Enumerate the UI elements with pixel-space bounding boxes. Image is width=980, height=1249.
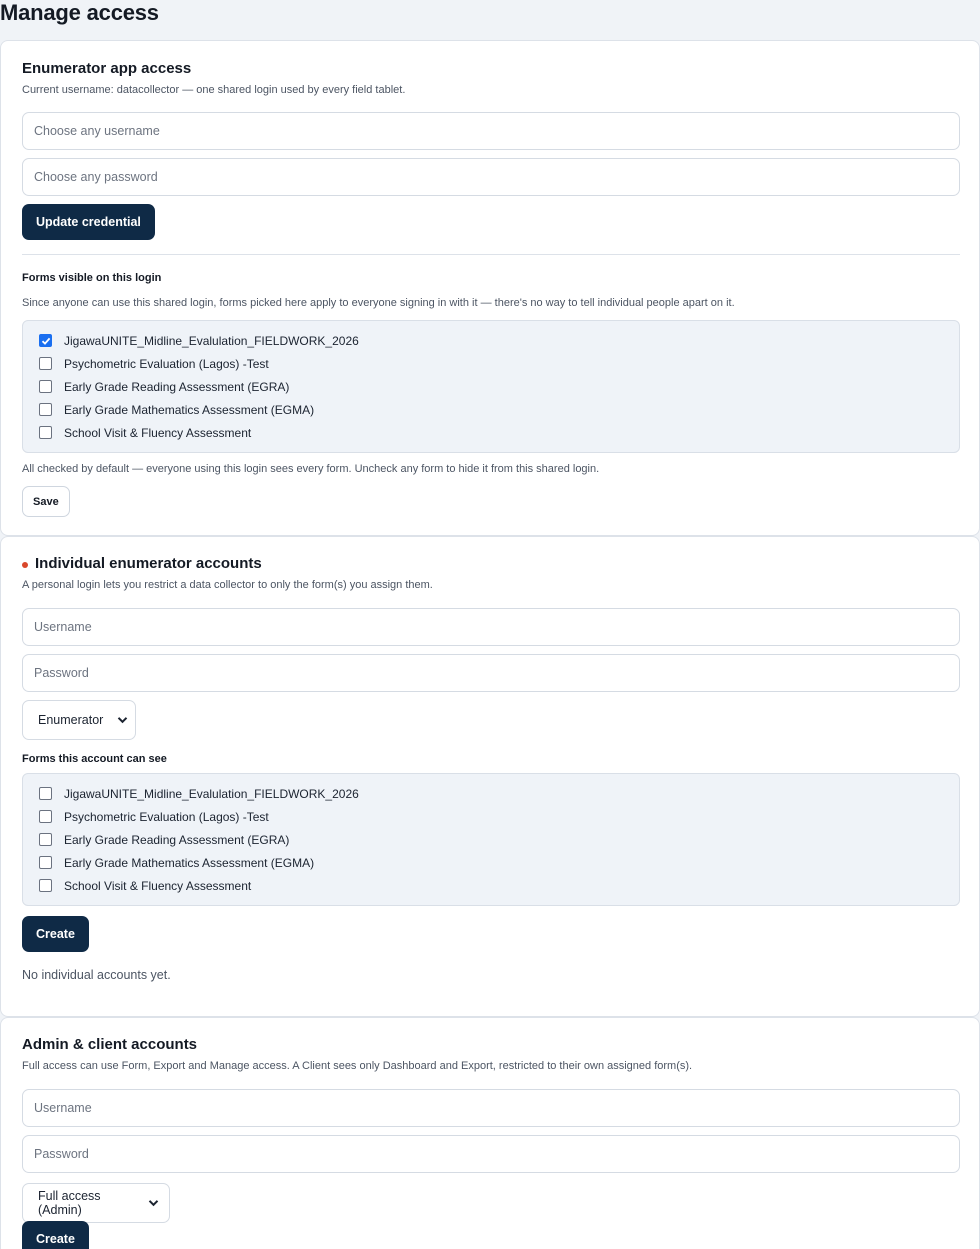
form-item-label: JigawaUNITE_Midline_Evalulation_FIELDWORK_2026 (64, 786, 359, 801)
checkbox-icon[interactable] (39, 833, 52, 846)
admin-password-input[interactable] (22, 1135, 960, 1173)
form-item[interactable] (39, 805, 943, 828)
create-admin-button[interactable]: Create (22, 1221, 89, 1249)
checkbox-icon[interactable] (39, 787, 52, 800)
individual-forms-list (22, 773, 960, 906)
checkbox-checked-icon[interactable] (39, 334, 52, 347)
form-item[interactable] (39, 828, 943, 851)
page-title: Manage access (0, 0, 159, 25)
create-individual-button[interactable]: Create (22, 916, 89, 952)
role-select[interactable] (22, 700, 136, 740)
form-item[interactable] (39, 375, 943, 398)
save-button[interactable]: Save (22, 486, 70, 517)
access-level-select[interactable] (22, 1183, 170, 1223)
divider (22, 254, 960, 255)
shared-forms-label: Forms visible on this login (22, 272, 162, 284)
shared-forms-list (22, 320, 960, 453)
individual-forms-label: Forms this account can see (22, 753, 167, 765)
access-level-select-value: Full access (Admin) (38, 1189, 101, 1217)
empty-state-text: No individual accounts yet. (22, 968, 171, 982)
chevron-down-icon (117, 716, 128, 724)
individual-accounts-card (0, 536, 980, 1017)
checkbox-icon[interactable] (39, 810, 52, 823)
individual-username-input[interactable] (22, 608, 960, 646)
checkbox-icon[interactable] (39, 879, 52, 892)
chevron-down-icon (148, 1199, 159, 1207)
individual-password-input[interactable] (22, 654, 960, 692)
form-item[interactable] (39, 398, 943, 421)
shared-password-input[interactable] (22, 158, 960, 196)
update-credential-button[interactable]: Update credential (22, 204, 155, 240)
form-item-label: Psychometric Evaluation (Lagos) -Test (64, 809, 269, 824)
form-item[interactable] (39, 851, 943, 874)
form-item[interactable] (39, 782, 943, 805)
form-item-label: Early Grade Reading Assessment (EGRA) (64, 379, 290, 394)
individual-accounts-title: Individual enumerator accounts (35, 555, 262, 572)
shared-forms-footer-note: All checked by default — everyone using this login sees every form. Uncheck any form to hide it from this shared login. (22, 463, 600, 475)
admin-username-input[interactable] (22, 1089, 960, 1127)
form-item[interactable] (39, 421, 943, 444)
shared-login-subtitle: Current username: datacollector — one shared login used by every field tablet. (22, 84, 406, 96)
form-item-label: Early Grade Mathematics Assessment (EGMA) (64, 855, 315, 870)
individual-accounts-subtitle: A personal login lets you restrict a data collector to only the form(s) you assign them. (22, 579, 433, 591)
form-item-label: JigawaUNITE_Midline_Evalulation_FIELDWORK_2026 (64, 333, 359, 348)
admin-accounts-title: Admin & client accounts (22, 1036, 198, 1053)
shared-username-input[interactable] (22, 112, 960, 150)
form-item[interactable] (39, 329, 943, 352)
checkbox-icon[interactable] (39, 403, 52, 416)
checkbox-icon[interactable] (39, 380, 52, 393)
admin-accounts-subtitle: Full access can use Form, Export and Manage access. A Client sees only Dashboard and Export, restricted to their own assigned form(s). (22, 1060, 693, 1072)
form-item[interactable] (39, 874, 943, 897)
shared-login-title: Enumerator app access (22, 60, 192, 77)
form-item-label: School Visit & Fluency Assessment (64, 878, 252, 893)
role-select-value: Enumerator (38, 713, 104, 727)
status-dot-icon (22, 562, 28, 568)
admin-accounts-card (0, 1017, 980, 1249)
form-item-label: Psychometric Evaluation (Lagos) -Test (64, 356, 269, 371)
shared-login-card (0, 40, 980, 536)
checkbox-icon[interactable] (39, 357, 52, 370)
checkbox-icon[interactable] (39, 856, 52, 869)
form-item[interactable] (39, 352, 943, 375)
shared-forms-help: Since anyone can use this shared login, forms picked here apply to everyone signing in with it — there's no way to tell individual people apart on it. (22, 297, 735, 309)
form-item-label: Early Grade Reading Assessment (EGRA) (64, 832, 290, 847)
checkbox-icon[interactable] (39, 426, 52, 439)
form-item-label: Early Grade Mathematics Assessment (EGMA) (64, 402, 315, 417)
form-item-label: School Visit & Fluency Assessment (64, 425, 252, 440)
